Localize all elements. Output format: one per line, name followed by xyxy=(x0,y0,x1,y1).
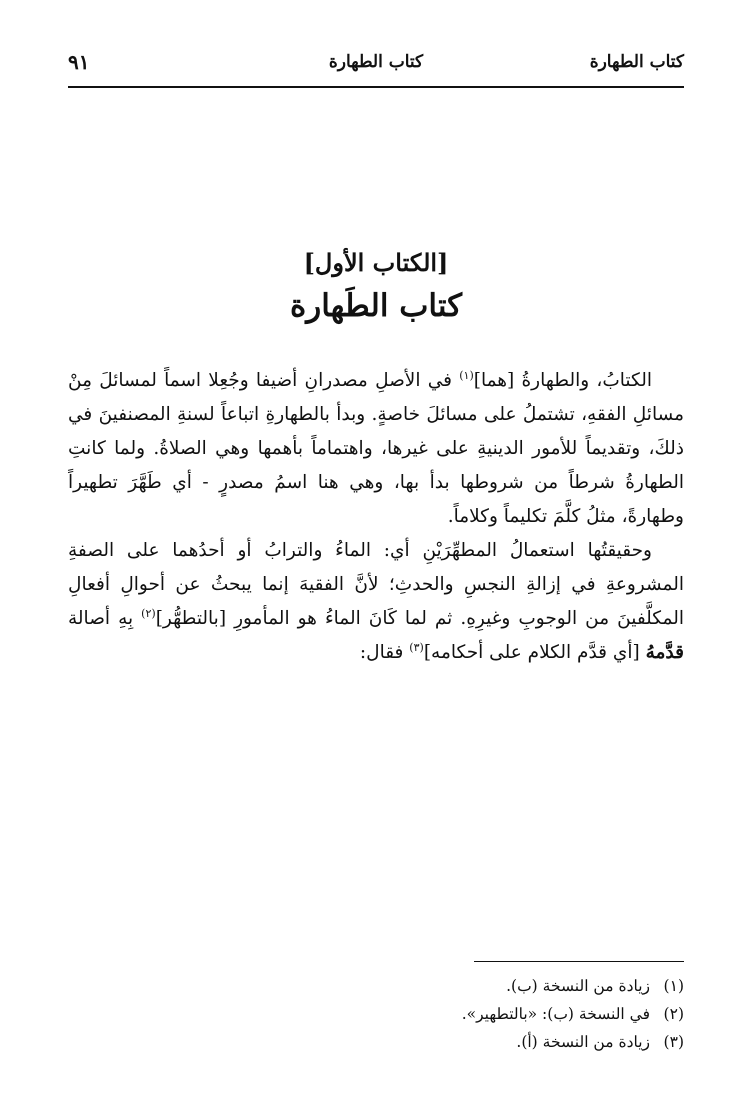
book-number-heading: [الكتاب الأول] xyxy=(303,248,449,277)
page-number: ٩١ xyxy=(68,50,90,74)
paragraph-2-part-2: بِهِ أصالة xyxy=(68,608,142,629)
main-text xyxy=(68,364,684,670)
footnote-ref-1: (١) xyxy=(459,368,474,382)
running-title-right: كتاب الطهارة xyxy=(589,52,684,72)
paragraph-2 xyxy=(68,534,684,670)
paragraph-2-part-1: وحقيقتُها استعمالُ المطهِّرَيْنِ أي: الماءُ والترابُ أو أحدُهما على الصفةِ المشروعةِ في إزالةِ النجسِ والحدثِ؛ لأنَّ الفقيهَ إنما يبحثُ عن أحوالِ أفعالِ المكلَّفينَ من الوجوبِ وغيرِهِ. ثم لما كَانَ الماءُ هو المأمورِ [بالتطهُّر] xyxy=(68,540,684,629)
footnote-separator xyxy=(474,961,684,962)
running-title-center: كتاب الطهارة xyxy=(328,52,424,72)
paragraph-2-part-3: [أي قدَّم الكلام على أحكامه] xyxy=(423,642,646,663)
footnote-3 xyxy=(284,1028,684,1056)
footnote-ref-2: (٢) xyxy=(141,606,156,620)
footnote-text: زيادة من النسخة (أ). xyxy=(516,1033,650,1051)
footnote-text: في النسخة (ب): «بالتطهير». xyxy=(461,1005,650,1023)
footnotes xyxy=(284,972,684,1056)
footnote-1 xyxy=(284,972,684,1000)
footnote-number: (٣) xyxy=(663,1033,684,1051)
footnote-2 xyxy=(284,1000,684,1028)
bold-matn-word: قدَّمهُ xyxy=(645,642,684,663)
footnote-number: (٢) xyxy=(663,1005,684,1023)
paragraph-1 xyxy=(68,364,684,534)
paragraph-2-part-4: فقال: xyxy=(359,642,410,663)
footnote-ref-3: (٣) xyxy=(409,640,424,654)
footnote-number: (١) xyxy=(663,977,684,995)
paragraph-1-part-1: الكتابُ، والطهارةُ [هما] xyxy=(473,370,652,391)
paragraph-1-part-2: في الأصلِ مصدرانِ أضيفا وجُعِلا اسماً لمسائلَ مِنْ مسائلِ الفقهِ، تشتملُ على مسائلَ خاصةٍ. وبدأ بالطهارةِ اتباعاً لسنةِ المصنفينَ في ذلكَ، وتقديماً للأمور الدينيةِ على غيرها، واهتماماً بأهمها وهي الصلاةُ. ولما كانتِ الطهارةُ شرطاً من شروطها بدأ بها، وهي هنا اسمُ مصدرٍ - أي طَهَّرَ تطهيراً وطهارةً، مثلُ كلَّمَ تكليماً وكلاماً. xyxy=(68,370,684,527)
footnote-text: زيادة من النسخة (ب). xyxy=(506,977,650,995)
book-title-heading: كتاب الطَهارة xyxy=(290,288,462,324)
running-header xyxy=(68,50,684,88)
